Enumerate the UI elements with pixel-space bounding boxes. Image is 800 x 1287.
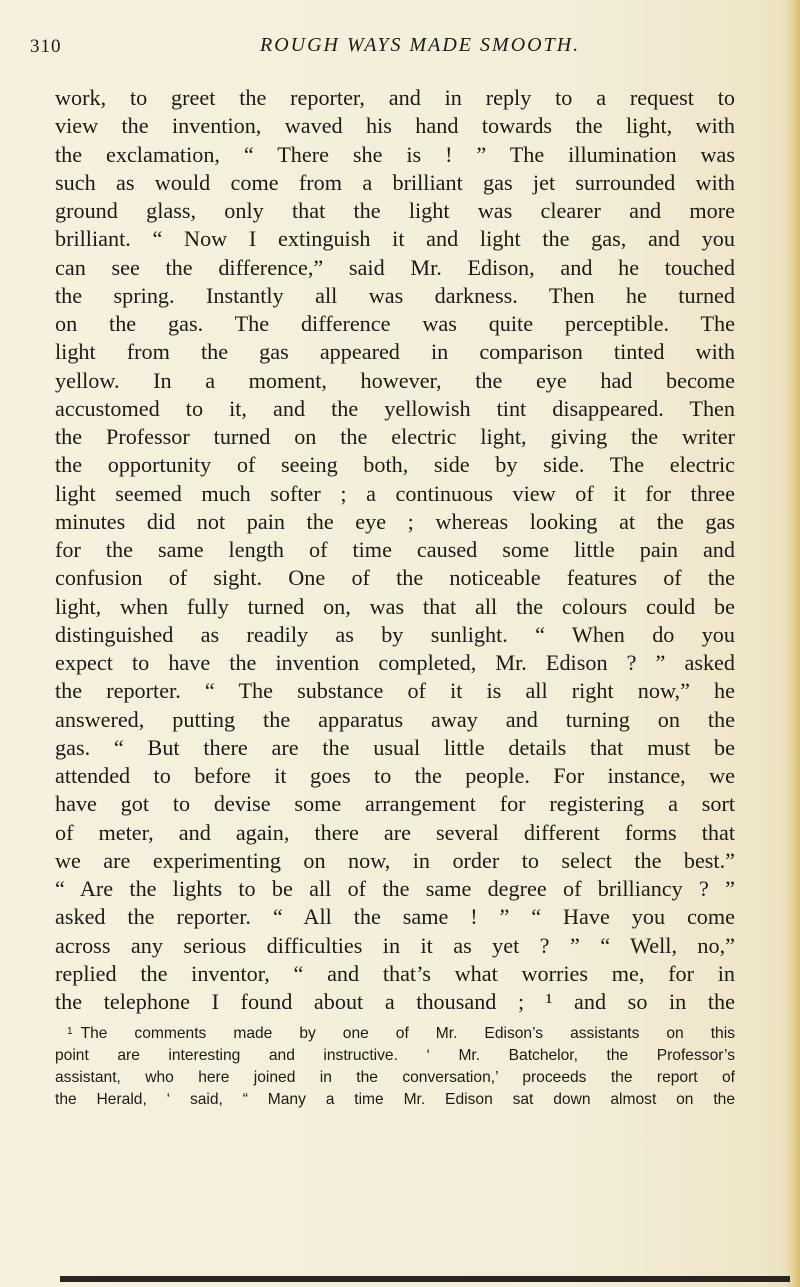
body-line: distinguished as readily as by sunlight. “ When do you: [55, 621, 735, 647]
body-line: light from the gas appeared in comparison tinted with: [55, 339, 735, 365]
footnote: [55, 1021, 735, 1111]
body-line: replied the inventor, “ and that’s what worries me, for in: [55, 960, 735, 986]
body-line: can see the difference,” said Mr. Edison, and he touched: [55, 254, 735, 280]
footnote-marker: 1: [67, 1026, 73, 1037]
body-line: work, to greet the reporter, and in reply to a request to: [55, 85, 735, 110]
body-line: the Professor turned on the electric light, giving the writer: [55, 424, 735, 449]
body-line: for the same length of time caused some little pain and: [55, 537, 735, 562]
body-line: such as would come from a brilliant gas jet surrounded with: [55, 169, 735, 195]
body-line: we are experimenting on now, in order to select the best.”: [55, 847, 735, 873]
footnote-line: [55, 1021, 735, 1045]
footnote-line: point are interesting and instructive. ‘ Mr. Batchelor, the Professor’s: [55, 1047, 735, 1064]
body-line: answered, putting the apparatus away and turning on the: [55, 706, 735, 732]
footnote-line: the Herald, ‘ said, “ Many a time Mr. Edison sat down almost on the: [55, 1091, 735, 1108]
body-line: light seemed much softer ; a continuous view of it for three: [55, 480, 735, 506]
body-line: of meter, and again, there are several different forms that: [55, 819, 735, 845]
body-line: brilliant. “ Now I extinguish it and light the gas, and you: [55, 226, 735, 252]
body-line: on the gas. The difference was quite perceptible. The: [55, 311, 735, 336]
body-line: “ Are the lights to be all of the same degree of brilliancy ? ”: [55, 876, 735, 901]
body-line: the opportunity of seeing both, side by side. The electric: [55, 452, 735, 478]
body-line: the spring. Instantly all was darkness. Then he turned: [55, 282, 735, 308]
footnote-text: The comments made by one of Mr. Edison’s assistants on this: [80, 1025, 735, 1042]
body-line: accustomed to it, and the yellowish tint disappeared. Then: [55, 395, 735, 421]
page-number: 310: [30, 36, 62, 57]
body-line: ground glass, only that the light was clearer and more: [55, 198, 735, 223]
bottom-rule: [60, 1276, 790, 1282]
body-text: [55, 84, 735, 1016]
page-edge-shading: [786, 0, 800, 1287]
body-line: expect to have the invention completed, Mr. Edison ? ” asked: [55, 650, 735, 675]
body-line: the exclamation, “ There she is ! ” The illumination was: [55, 141, 735, 167]
page-header: [30, 30, 770, 60]
body-line: minutes did not pain the eye ; whereas looking at the gas: [55, 508, 735, 534]
body-line: have got to devise some arrangement for registering a sort: [55, 791, 735, 817]
body-line: yellow. In a moment, however, the eye had become: [55, 367, 735, 393]
body-line: view the invention, waved his hand towards the light, with: [55, 113, 735, 139]
running-head: ROUGH WAYS MADE SMOOTH.: [260, 34, 581, 56]
body-line: confusion of sight. One of the noticeable features of the: [55, 565, 735, 591]
body-line: across any serious difficulties in it as yet ? ” “ Well, no,”: [55, 932, 735, 958]
body-line: light, when fully turned on, was that all the colours could be: [55, 593, 735, 619]
body-line: the reporter. “ The substance of it is all right now,” he: [55, 678, 735, 704]
body-line: gas. “ But there are the usual little details that must be: [55, 734, 735, 760]
body-line: the telephone I found about a thousand ; ¹ and so in the: [55, 989, 735, 1014]
body-line: asked the reporter. “ All the same ! ” “ Have you come: [55, 904, 735, 930]
body-line: attended to before it goes to the people. For instance, we: [55, 763, 735, 788]
footnote-line: assistant, who here joined in the conversation,’ proceeds the report of: [55, 1069, 735, 1086]
